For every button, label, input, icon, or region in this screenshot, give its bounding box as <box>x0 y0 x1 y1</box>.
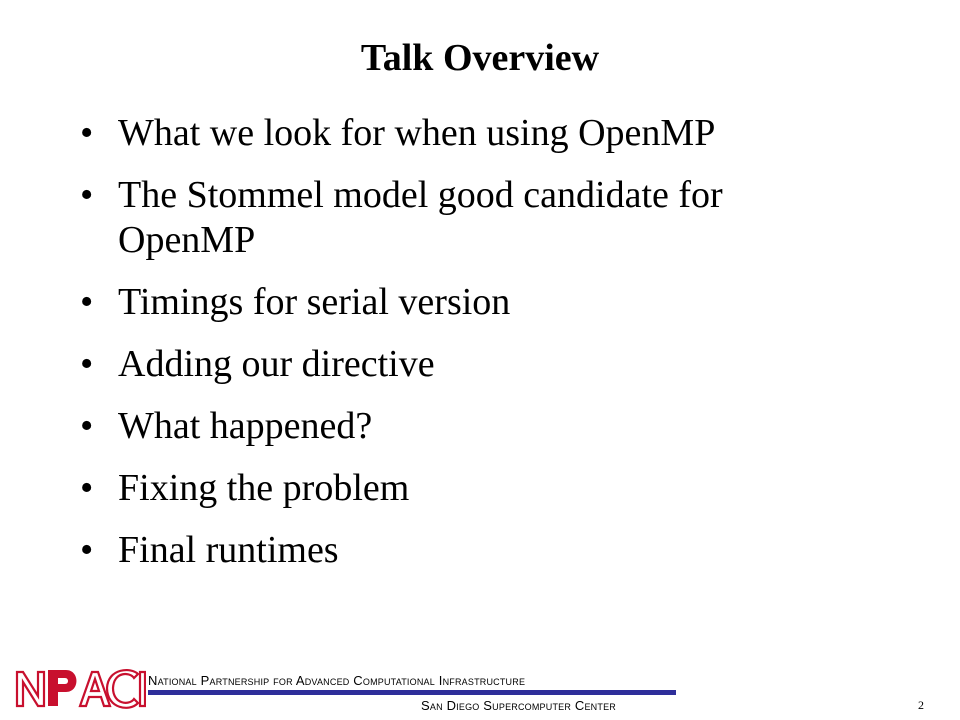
bullet-dot-icon: • <box>80 112 94 154</box>
bullet-text: What we look for when using OpenMP <box>118 112 716 154</box>
bullet-text: The Stommel model good candidate for OpenMP <box>118 174 723 261</box>
bullet-dot-icon: • <box>80 174 94 216</box>
bullet-text: Timings for serial version <box>118 281 511 323</box>
bullet-item <box>80 342 840 387</box>
bullet-text: Fixing the problem <box>118 467 410 509</box>
footer-center-line: San Diego Supercomputer Center <box>421 698 616 713</box>
page-number: 2 <box>918 698 924 712</box>
bullet-dot-icon: • <box>80 405 94 447</box>
bullet-text: Final runtimes <box>118 529 339 571</box>
footer-rule <box>148 690 676 695</box>
bullet-dot-icon: • <box>80 343 94 385</box>
bullet-item <box>80 280 840 325</box>
bullet-dot-icon: • <box>80 529 94 571</box>
bullet-dot-icon: • <box>80 467 94 509</box>
bullet-item <box>80 111 840 156</box>
slide-title: Talk Overview <box>360 37 600 79</box>
npaci-logo-icon <box>14 666 146 712</box>
bullet-item <box>80 528 840 573</box>
bullet-dot-icon: • <box>80 281 94 323</box>
bullet-text: Adding our directive <box>118 343 435 385</box>
bullet-item <box>80 173 840 263</box>
bullet-item <box>80 404 840 449</box>
bullet-item <box>80 466 840 511</box>
bullet-text: What happened? <box>118 405 373 447</box>
footer-org-line: National Partnership for Advanced Computational Infrastructure <box>148 673 526 688</box>
bullet-list <box>80 111 840 590</box>
